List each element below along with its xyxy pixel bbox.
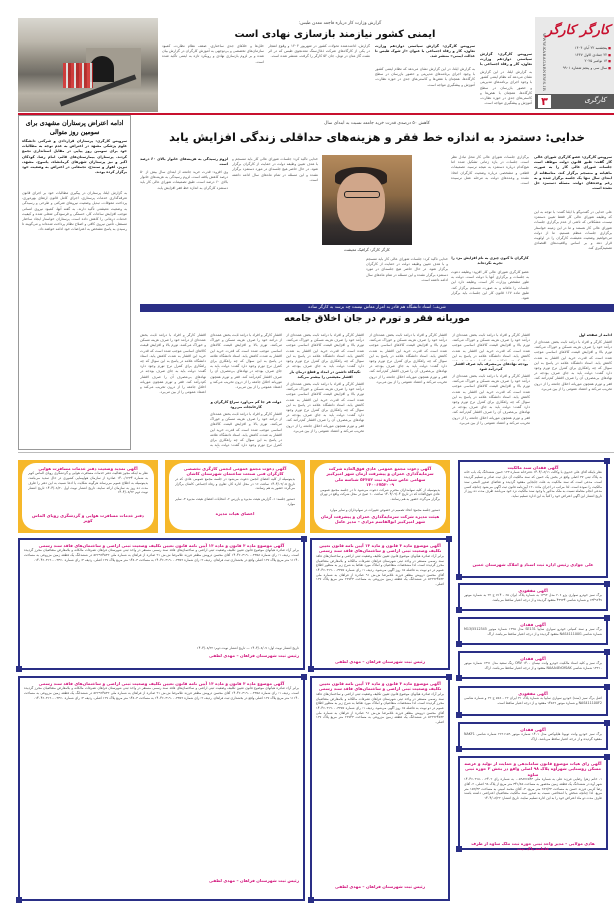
ad-travel-agency [18,460,158,533]
ad-title: آگهی دعوت مجمع عمومی عادی فوق‌العاده شرکت سرمایه‌گذاری عمران و پیشرفت آرمان شهر امیرکبیر سهامی خاص شماره ثبت ۵۲۳۸۲ شناسه ملی ۱۴۰۰۶۷۵۳۰۰۹ [326,466,434,488]
ad-signature: اعضای هیات مدیره [215,510,255,516]
ad-body: برگ سبز خودرو سواری پژو ۲۰۶ مدل ۱۳۹۳ به شماره پلاک ایران ۶۵ - ۷۱۴ ج ۲۲ به شماره موتور ۱۳۴۹۶۴۷ و شماره شاسی ۴۳۹۳۴ مفقود گردیده و از درجه اعتبار ساقط می‌باشد. [464,593,602,603]
ad-agenda: دستور جلسه مجمع: اتخاذ تصمیم در خصوص تغییرات در سهام‌داران و سایر موارد [329,507,440,512]
ad-body: نظر باینکه آقای علی خدیوی با وکالت ۱۴۰۴/۰۸/۱۱ دفترخانه شماره ۱۲۳ خمین ششدانگ یک باب خانه به پلاک ثبتی ۳۷ اصلی واقع در بخش یک خمین که سند مالکیت آن ذیل ثبت صادر و تسلیم گردیده است، مدعی است که سند مالکیت به علت جابجایی مفقود گردیده و تقاضای صدور المثنی سند مالکیت را نموده است. لذا مراتب در اجرای ماده ۱۲۰ آیین‌نامه قانون ثبت آگهی می‌شود چنانچه کسی مدعی انجام معامله نسبت به ملک مذکور یا وجود سند مالکیت نزد خود می‌باشد ظرف مدت ده روز از تاریخ انتشار این آگهی اعتراض خود را کتباً به این اداره تسلیم نماید. [464,470,602,498]
ad-signature: رئیس ثبت شهرستان فراهان – مهدی لطفی [335,658,425,664]
second-story-headline: موریانه فقر و تورم در جان اخلاق جامعه [284,313,470,324]
ad-signature: رئیس ثبت شهرستان فراهان – مهدی لطفی [335,883,425,889]
second-story-banner: شریف: استاد دانشگاه هم قادر به امرار معاش نیست چه برسد به کارگر ساده [140,304,614,312]
sidebar-story-title: ادامه اعتراض پرستاران مشهدی برای سومین روز متوالی [25,120,124,136]
ad-signature: علی جوادی رئیس اداره ثبت اسناد و املاک شهرستان خمین [472,562,594,568]
ad-body: برگ سبز خودرو وانت تویوتا هایلوکس مدل ۱۴۰۱ شماره موتور ۲۶۹۱۱۵۹ شماره شاسی NAKF1 مفقود گردیده و از درجه اعتبار ساقط می‌باشد. اراک [464,732,602,742]
main-story-col-2: برگزاری جلسات شورای عالی کار محل تبادل نظر است. جلسات در بازه زمانی تشکیل شده اما هیچ‌کدام درباره دستمزد به نتیجه نرسید. تصمیمات قطعی و مشخصی درباره وضعیت کارگران اتخاذ نشده و وعده‌های دولت به مرحله عمل نرسیده است. [451,155,529,186]
main-story-col-5: خدایی تاکید کرد: جلسات شورای عالی کار باید منسجم و با هدف تعیین وظیفه دولت در حمایت از کارگران برگزار شود. در حال حاضر هیچ جلسه‌ای در مورد دستمزد برگزار نشده و این مسئله در تمام ماه‌های سال ادامه داشته است. [232,157,318,182]
second-story-col-3: اقشار کارگر و افراد با درآمد ثابت بخش عمده‌ای از درآمد خود را صرف هزینه مسکن و خوراک می‌کنند. تورم بالا و افزایش قیمت کالاهای اساسی موجب شده است که قدرت خرید این اقشار به شدت کاهش یابد. استاد دانشگاه علامه در پاسخ به این سوال که چه راهکاری برای کنترل نرخ تورم وجود دارد گفت: دولت باید به جای صرف بودجه در نهادهای بی‌مصرف آن را صرف اقشار کم‌درآمد کند. فقر و تورم همچون موریانه اخلاق جامعه را از درون تخریب می‌کند و اعتماد عمومی را از بین می‌برد. [369,333,447,384]
mine-accident-photo [18,18,158,112]
second-story-col-2b: اقشار کارگر و افراد با درآمد ثابت بخش عمده‌ای از درآمد خود را صرف هزینه مسکن و خوراک می‌کنند. تورم بالا و افزایش قیمت کالاهای اساسی موجب شده است که قدرت خرید این اقشار به شدت کاهش یابد. استاد دانشگاه علامه در پاسخ به این سوال که چه راهکاری برای کنترل نرخ تورم وجود دارد گفت: دولت باید به جای صرف بودجه در نهادهای بی‌مصرف آن را صرف اقشار کم‌درآمد کند. فقر و تورم همچون موریانه اخلاق جامعه را از درون تخریب می‌کند و اعتماد عمومی را از بین می‌برد. [452,374,530,425]
ad-land-registry-4 [18,676,305,901]
second-story-col-4b: اقشار کارگر و افراد با درآمد ثابت بخش عمده‌ای از درآمد خود را صرف هزینه مسکن و خوراک می‌کنند. تورم بالا و افزایش قیمت کالاهای اساسی موجب شده است که قدرت خرید این اقشار به شدت کاهش یابد. استاد دانشگاه علامه در پاسخ به این سوال که چه راهکاری برای کنترل نرخ تورم وجود دارد گفت: دولت باید به جای صرف بودجه در نهادهای بی‌مصرف آن را صرف اقشار کم‌درآمد کند. فقر و تورم همچون موریانه اخلاق جامعه را از درون تخریب می‌کند و اعتماد عمومی را از بین می‌برد. [286,382,364,433]
section-bar [535,94,614,109]
ad-rural-housing [458,756,608,850]
interviewee-portrait [322,155,412,255]
second-story-col-5a: اقشار کارگر و افراد با درآمد ثابت بخش عمده‌ای از درآمد خود را صرف هزینه مسکن و خوراک می‌کنند. تورم بالا و افزایش قیمت کالاهای اساسی موجب شده است که قدرت خرید این اقشار به شدت کاهش یابد. استاد دانشگاه علامه در پاسخ به این سوال که چه راهکاری برای کنترل نرخ تورم وجود دارد گفت: دولت باید به جای صرف بودجه در نهادهای بی‌مصرف آن را صرف اقشار کم‌درآمد کند. فقر و تورم همچون موریانه اخلاق جامعه را از درون تخریب می‌کند و اعتماد عمومی را از بین می‌برد. [210,333,282,390]
second-story-subhead-3: دولت هر جا کم می‌آورد سراغ کارگران و کارخانجات می‌رود [210,400,282,410]
ad-title: آگهی فقدان [520,727,546,732]
top-story-kicker: گزارش وزارت کار درباره فاجعه معدن طبس: [298,21,382,26]
ad-body: برابر آراء صادره هیأتهای موضوع قانون تعیین تکلیف وضعیت ثبتی اراضی و ساختمان‌های فاقد سند رسمی مستقر در واحد ثبتی شهرستان فراهان تصرفات مالکانه و بلامعارض متقاضیان محرز گردیده است. ردیف ۱: رای شماره ۱۴۰۴۶۰۳۱۹۰۰۰۳۳۵۸ آقای محسن درویش مظفر فرزند غلامرضا ش.ش ۹۱ صادره از فراهان به شماره ملی ۵۲۲۹۲۴۵۳۲ در ششدانگ یک قطعه زمین مزروعی به مساحت ۱۱۱۴۰ متر مربع پلاک ۱۲۷ اصلی واقع در بخشداری ثبت فراهان. ردیف ۲: رای شماره ۱۴۰۴۶۰۳۱۹۰۰۰۳۳۵۹ به مساحت ۱۴۸۰۳ متر مربع پلاک ۱۲۷ اصلی. ردیف ۳: رای شماره ۱۴۰۴۶۰۳۱۹۰۰۰۳۳۶۰. [24,548,299,562]
ad-lost-deed [458,460,608,578]
ad-signature: هیئت مدیره شرکت سرمایه‌گذاری عمران و پیشرفت آرمان شهر امیرکبیر ابوالقاسم مرادی – مدیر عامل [320,513,440,525]
main-story-col-4: خدایی تاکید کرد: جلسات شورای عالی کار باید منسجم و با هدف تعیین وظیفه دولت در حمایت از کارگران برگزار شود. در حال حاضر هیچ جلسه‌ای در مورد دستمزد برگزار نشده و این مسئله در تمام ماه‌های سال ادامه داشته است. [366,257,448,282]
ad-union-meeting [165,460,305,533]
ad-body: اصل برگ سبز (سند) خودرو سواری سایپا به شماره پلاک ۳۱ ایران ۲۲ - ۵۷۸ ج ۲۲ و شماره شاسی NAS411100F2 و شماره موتور ۱۴۵۶۹ مفقود و از درجه اعتبار ساقط است. [464,696,602,706]
main-story-col-1: علی خدایی در گفت‌وگو با ایلنا گفت: با توجه به این که وظیفه شورای عالی کار فقط تعیین دستمزد نیست، مشکلاتی که ناشی از عدم برگزاری جلسات شورای عالی کار هستند و ما در این زمینه خواستار برگزاری جلسات منظم هستیم. ما از دولت می‌خواهیم وضعیت معیشت کارگران را در اولویت قرار دهد و بر اساس واقعیت‌های اقتصادی تصمیم‌گیری کند. [534,210,612,251]
second-story-col-5b: اقشار کارگر و افراد با درآمد ثابت بخش عمده‌ای از درآمد خود را صرف هزینه مسکن و خوراک می‌کنند. تورم بالا و افزایش قیمت کالاهای اساسی موجب شده است که قدرت خرید این اقشار به شدت کاهش یابد. استاد دانشگاه علامه در پاسخ به این سوال که چه راهکاری برای کنترل نرخ تورم وجود دارد گفت: دولت باید به [210,412,282,448]
main-story-subhead-2: لزوم رسیدگی به هزینه‌های خانوار بالای ۶۰ درصد است [140,157,228,167]
section-name: کارگری [584,96,606,104]
second-story-subhead-2: تکیه‌گاه داشتن در امداد و قطع درمان بار اقشار معیشتی را بیشتر می‌کند [289,370,361,380]
main-story-lead: سرویس کارگری: عضو کارگری شورای عالی کار گفت: طبق قانون دولت موظف است جلسات شورای عالی کار را به صورت ماهیانه و منسجم برگزار کند. متاسفانه از ابتدای سال تنها یک جلسه برگزار شده و به رغم وعده‌های دولت، مسئله دستمزد حل نشده است. [534,155,612,191]
ad-land-registry-1 [310,538,450,670]
ad-body: بدینوسیله از کلیه سهامداران محترم شرکت دعوت می‌شود تا در جلسه مجمع عمومی عادی فوق‌العاده که در تاریخ ۱۴۰۴/۰۹/۰۴ ساعت ۱۰ صبح در محل شرکت واقع در تهران برگزار می‌گردد حضور به هم رسانند. [320,487,440,502]
photo-caption: کارگر کارگر: گرافیک معیشت [322,245,412,255]
ad-lost-notice-5 [458,722,608,750]
ad-lost-notice-1 [458,583,608,611]
date-gregorian: ■ ۱۳ نوامبر ۲۰۲۵ [553,58,611,65]
ad-signature: هادی مولایی – مدیر واحد ثبتی حوزه ثبت ملک ساوه از طرف فاطمه پاک نیت [471,841,595,852]
ad-land-registry-3 [310,676,450,901]
ad-lost-notice-2 [458,617,608,645]
ad-body: بدینوسیله از کلیه اعضای انجمن دعوت می‌شود در جلسه مجمع عمومی عادی که در تاریخ ۱۴۰۴/۰۹/۰۵ ساعت ۱۶ در محل اداره کار، تعاون و رفاه اجتماعی کاشان برگزار می‌گردد حضور به هم رسانند. [175,476,295,491]
top-story-col-2: به گزارش ایلنا، در این گزارش نشان می‌دهد که نظام ایمنی کشور با وجود اجرای برنامه‌های مدیریتی و حضور بازرسان در سطح کارگاه‌ها، همچنان با نقص‌ها و کاستی‌های جدی در حوزه نظارت، آموزش و پیشگیری مواجه است. [375,67,475,87]
second-story-col-4a: اقشار کارگر و افراد با درآمد ثابت بخش عمده‌ای از درآمد خود را صرف هزینه مسکن و خوراک می‌کنند. تورم بالا و افزایش قیمت کالاهای اساسی موجب شده است که قدرت خرید این اقشار به شدت کاهش یابد. استاد دانشگاه علامه در پاسخ به این سوال که چه راهکاری برای کنترل نرخ تورم وجود دارد گفت: دولت باید به جای صرف بودجه در [286,333,364,368]
continued-label: ادامه از صفحه اول [578,333,612,337]
ad-shareholder-meeting [310,460,450,533]
ad-title: آگهی فقدان [520,656,546,661]
ad-body: برگ سبز و کلیه اسناد مالکیت خودرو وانت نیسان ۱۴۰۰ ORV رنگ سفید مدل ۱۳۹۱ شماره موتور ۱۳۳۱۰ شماره شاسی NAAA4ErDfSAK مفقود و از درجه اعتبار ساقط می‌باشد. اراک [464,661,602,671]
main-story-col-3: عضو کارگری شورای عالی کار افزود: وظیفه دعوت به جلسات و برگزاری آنها با دولت است. دولت به طور مشخص وزارت کار است. وظیفه دارد این جلسات را ماهانه و به صورت منسجم برگزار کند. طبق ماده ۱۶۷ قانون کار این جلسات باید برگزار شود. [451,270,529,301]
top-story-headline: ایمنی کشور نیازمند بازسازی نهادی است [234,29,436,40]
date-persian: ■ پنجشنبه ۲۲ آبان ۱۴۰۴ [553,45,611,52]
ad-body: برابر آراء صادره هیأتهای موضوع قانون تعیین تکلیف وضعیت ثبتی اراضی و ساختمان‌های فاقد سند رسمی مستقر در واحد ثبتی شهرستان فراهان تصرفات مالکانه و بلامعارض متقاضیان محرز گردیده است. لذا مشخصات متقاضیان و املاک مورد تقاضا به شرح زیر به منظور اطلاع عموم در دو نوبت به فاصله ۱۵ روز آگهی می‌شود. ردیف ۱: رای شماره ۱۴۰۴۶۰۳۱۹۰۰۰۳۳۵۷ آقای محسن درویش مظفر فرزند غلامرضا ش.ش ۹۱ صادره از فراهان به شماره ملی ۵۲۲۹۲۴۵۳۲ در ششدانگ یک قطعه زمین مزروعی به مساحت ۲۶۷۴۳ متر مربع پلاک ۱۲۷ اصلی. [316,691,444,725]
main-story-kicker: کاهش ۵۰ درصدی قدرت خرید جامعه نسبت به ابتدای سال [324,121,430,126]
ad-agenda: دستور جلسه: ۱- گزارش هیئت مدیره و بازرس ۲- انتخابات اعضای هیئت مدیره ۳- سایر موارد [175,496,295,506]
ad-title: آگهی فقدان سند مالکیت [507,465,559,470]
ad-body: برابر آراء صادره هیأتهای موضوع قانون تعیین تکلیف وضعیت ثبتی اراضی و ساختمان‌های فاقد سند رسمی مستقر در واحد ثبتی شهرستان فراهان تصرفات مالکانه و بلامعارض متقاضیان محرز گردیده است. لذا مشخصات متقاضیان و املاک مورد تقاضا به شرح زیر به منظور اطلاع عموم در دو نوبت به فاصله ۱۵ روز آگهی می‌شود. ردیف ۱: رای شماره ۱۴۰۴۶۰۳۱۹۰۰۰۳۳۵۷ آقای محسن درویش مظفر فرزند غلامرضا ش.ش ۹۱ صادره از فراهان به شماره ملی ۵۲۲۹۲۴۵۳۲ در ششدانگ یک قطعه زمین مزروعی به مساحت ۲۶۷۴۳ متر مربع پلاک ۱۲۷ اصلی. [316,553,444,587]
masthead [535,17,614,109]
ad-body: برابر آراء صادره هیأتهای موضوع قانون تعیین تکلیف وضعیت ثبتی اراضی و ساختمان‌های فاقد سند رسمی مستقر در واحد ثبتی شهرستان فراهان تصرفات مالکانه و بلامعارض متقاضیان محرز گردیده است. ردیف ۱: رای شماره ۱۴۰۴۶۰۳۱۹۰۰۰۳۳۵۸ آقای محسن درویش مظفر فرزند غلامرضا ش.ش ۹۱ صادره از فراهان به شماره ملی ۵۲۲۹۲۴۵۳۲ در ششدانگ یک قطعه زمین مزروعی به مساحت ۱۱۱۴۰ متر مربع پلاک ۱۲۷ اصلی واقع در بخشداری ثبت فراهان. ردیف ۲: رای شماره ۱۴۰۴۶۰۳۱۹۰۰۰۳۳۵۹ به مساحت ۱۴۸۰۳ متر مربع پلاک ۱۲۷ اصلی. ردیف ۳: رای شماره ۱۴۰۴۶۰۳۱۹۰۰۰۳۳۶۰. [24,686,299,700]
ad-title: آگهی موضوع ماده ۳ قانون و ماده ۱۳ آیین نامه قانون تعیین تکلیف وضعیت ثبتی اراضی و ساختمان‌های فاقد سند رسمی [318,681,442,692]
date-hijri: ■ ۲۲ جمادی الاول ۱۴۴۷ [553,52,611,59]
ad-signature: دفتر خدمات مسافرت هوایی و گردشگری رویای الماس کویر [32,513,144,524]
ad-title: آگهی مفقودی [518,691,548,696]
newspaper-logo: کارگر کارگر [545,23,610,38]
ad-title: آگهی موضوع ماده ۳ قانون و ماده ۱۳ آیین نامه قانون تعیین تکلیف وضعیت ثبتی اراضی و ساختمان‌های فاقد سند رسمی [38,681,285,686]
ad-title: آگهی فقدان [520,622,546,627]
ad-body: ۱- خانم زهرا رضایی فرزند علی به شماره ملی ۰۰۵۹۸۷۶۵۴۳ به شماره رای ۱۴۰۴۶۰۳۱۸۰۰۰۲۴۰۲ شهر آوه در ششدانگ یک قطعه زمین محصور به مساحت ۳۴۱/۸۵ متر مربع از پلاک ۹۸ اصلی. ۲- آقای رضا کرمی فرزند حسن به مساحت ۲۸۹/۳۳ متر مربع. ۳- آقای محمد امینی به مساحت ۱۵۲/۳۳ متر مربع. لذا چنانچه شخص یا اشخاصی نسبت به صدور سند مالکیت متقاضیان اعتراضی داشته باشند ظرف مدت دو ماه اعتراض خود را به این اداره تسلیم نمایند. تاریخ انتشار: ۱۴۰۴/۰۸/۲۲ [464,777,602,801]
main-story-headline: خدایی: دستمزد به اندازه خط فقر و هزینه‌های حداقلی زندگی افزایش یابد [169,130,585,144]
page-number: ۳ [538,95,551,108]
second-story-col-1: اقشار کارگر و افراد با درآمد ثابت بخش عمده‌ای از درآمد خود را صرف هزینه مسکن و خوراک می‌کنند. تورم بالا و افزایش قیمت کالاهای اساسی موجب شده است که قدرت خرید این اقشار به شدت کاهش یابد. استاد دانشگاه علامه در پاسخ به این سوال که چه راهکاری برای کنترل نرخ تورم وجود دارد گفت: دولت باید به جای صرف بودجه در نهادهای بی‌مصرف آن را صرف اقشار کم‌درآمد کند. فقر و تورم همچون موریانه اخلاق جامعه را از درون تخریب می‌کند و اعتماد عمومی را از بین می‌برد. [534,340,612,391]
sidebar-story-body: به گزارش ایلنا، پرستاران در پیگیری مطالبات خود بر اجرای قانون تعرفه‌گذاری خدمات پرستاری، اجرای کامل قانون ارتقای بهره‌وری، پرداخت معوقات، تبدیل وضعیت نیروهای شرکتی و طرحی و رسیدگی به وضعیت معیشتی تأکید دارند. به گفته آنها، کمبود نیروی انسانی موجب افزایش ساعات کار، خستگی و فرسودگی شغلی شده و کیفیت خدمات درمانی را کاهش داده است. پرستاران خواستار ایجاد ساختار مستقل، تأمین نیروی کافی و اصلاح نظام پرداخت شده‌اند و می‌گویند تا رسیدن به پاسخ مشخص به اعتراضات خود ادامه خواهند داد. [22,191,127,232]
top-story-col-4: خلل‌ها و خلأهای جدی ساختاری، ضعف نظام نظارت، کمبود سازمان‌های تخصصی و بی‌توجهی به آموزش کارگران در گزارش بیان شده و بر لزوم بازسازی نهادی و رویکرد تازه به ایمنی تأکید شده است. [162,44,264,64]
website-url: WWW.KARAGARNEWS.IR [542,32,547,91]
top-story-col-1: به گزارش ایلنا، در این گزارش نشان می‌دهد که نظام ایمنی کشور با وجود اجرای برنامه‌های مدیریتی و حضور بازرسان در سطح کارگاه‌ها، همچنان با نقص‌ها و کاستی‌های جدی در حوزه نظارت، آموزش و پیشگیری مواجه است. [480,70,532,106]
ad-body: برگ سبز و سند کمپانی خودرو سواری سایپا SE131 مدل ۱۳۹۵ شماره موتور M13/5512345 شماره شاسی NAS411100G مفقود گردیده و از درجه اعتبار ساقط می‌باشد. اراک [464,627,602,637]
ad-title: آگهی موضوع ماده ۳ قانون و ماده ۱۳ آیین نامه قانون تعیین تکلیف وضعیت ثبتی اراضی و ساختمان‌های فاقد سند رسمی [318,543,442,554]
ad-title: آگهی موضوع ماده ۳ قانون و ماده ۱۳ آیین نامه قانون تعیین تکلیف وضعیت ثبتی اراضی و ساختمان‌های فاقد سند رسمی [38,543,285,548]
second-story-subhead-1: بودجه نهادهای بی‌مصرف باید صرف اقشار کم‌درآمد شود [453,362,529,372]
top-story-lead: سرویس کارگری: گزارش سیاستی دوازدهم وزارت تعاون، کار و رفاه اجتماعی با [480,52,532,66]
top-story-col-3: گزارش، ادامه‌دهنده تحولات کشور در شهریور ۱۴۰۳ و وقوع انفجار در یکی از کارگاه‌های شرکت ذغال‌سنگ معدنجوی طبس که در اثر نشت گاز متان در تونل، جان ۵۲ کارگر را گرفت، منتشر شده است. [268,44,370,59]
ad-lost-notice-4 [458,686,608,716]
issue-number: ■ سال سی و پنجم شماره ۹۹۰۱ [553,65,611,72]
issue-dates [553,45,611,71]
ad-signature: رئیس ثبت شهرستان فراهان – مهدی لطفی [209,878,299,884]
ad-title: آگهی تمدید وضعیت دفتر خدمات مسافرت هوایی [38,466,138,471]
second-story-col-6: اقشار کارگر و افراد با درآمد ثابت بخش عمده‌ای از درآمد خود را صرف هزینه مسکن و خوراک می‌کنند. تورم بالا و افزایش قیمت کالاهای اساسی موجب شده است که قدرت خرید این اقشار به شدت کاهش یابد. استاد دانشگاه علامه در پاسخ به این سوال که چه راهکاری برای کنترل نرخ تورم وجود دارد گفت: دولت باید به جای صرف بودجه در نهادهای بی‌مصرف آن را صرف اقشار کم‌درآمد کند. فقر و تورم همچون موریانه اخلاق جامعه را از درون تخریب می‌کند و اعتماد عمومی را از بین می‌برد. [140,333,206,395]
ad-title: آگهی مفقودی [518,588,548,593]
top-story-intro: سرویس کارگری: گزارش سیاستی دوازدهم وزارت تعاون، کار و رفاه اجتماعی با عنوان «از شوک طبس تا عدالت ایمنی» منتشر شد. [375,44,475,59]
ad-dates: تاریخ انتشار نوبت اول: ۱۴۰۴/۰۸/۰۷ — تاریخ انتشار نوبت دوم: ۱۴۰۴/۰۸/۲۲ [196,646,299,651]
main-story-subhead-1: کارگران تا کنون چیزی به نام افزایش مزد را تجربه نکرده‌اند [451,256,529,266]
sidebar-story [18,115,131,450]
ads-divider [18,452,614,453]
main-story-col-6: وی افزود: قدرت خرید جامعه از ابتدای سال بیش از ۵۰ درصد کاهش یافته است. لزوم رسیدگی به هزینه‌های خانوار بالای ۶۰ درصد است. طبق تصمیمات شورای عالی کار باید دستمزد کارگران به اندازه خط فقر افزایش یابد. [140,170,228,190]
ad-body: نظر به اینکه مجوز فعالیت دفتر خدمات مسافرت هوایی و گردشگری رویای الماس کویر به شماره ۱۴۰۰/۱۲۳۴ صادره از سازمان هواپیمایی کشوری در حال تمدید می‌باشد، بدینوسیله به اطلاع عموم می‌رساند هرگونه شکایت یا ادعا نسبت به این دفتر را ظرف مدت ده روز به سازمان ارائه نمایند. تاریخ انتشار نوبت اول ۱۴۰۴/۰۸/۲۰ تاریخ انتشار نوبت دوم ۱۴۰۴/۰۸/۲۲ [28,471,148,495]
ad-title: آگهی رای هیات موضوع قانون ساماندهی و حمایت از تولید و عرضه مسکن روستایی شهرآوه پلاک ۹۸ اصلی واقع در بخش ۳ حوزه ثبتی ساوه [464,761,602,777]
ad-lost-notice-3 [458,651,608,679]
second-story-col-2a: اقشار کارگر و افراد با درآمد ثابت بخش عمده‌ای از درآمد خود را صرف هزینه مسکن و خوراک می‌کنند. تورم بالا و افزایش قیمت کالاهای اساسی موجب شده است که قدرت خرید این اقشار به شدت کاهش یابد. استاد دانشگاه علامه در پاسخ به این [452,333,530,358]
ad-title: آگهی دعوت مجمع عمومی انجمن کارگری تخصصی کارگران فنی صنعت ساختمان شهرستان کاشان [183,466,287,477]
ad-land-registry-2 [18,538,305,670]
ad-signature: رئیس ثبت شهرستان فراهان – مهدی لطفی [209,653,299,659]
sidebar-story-lead: سرویس کارگری: پرستاران قراردادی و شرکتی دانشگاه علوم پزشکی مشهد در اعتراض به عدم توجه به مطالبات خود برای سومین روز پیاپی در مقابل استانداری تجمع کردند. پرستاران بیمارستان‌های قائم، امام رضا، کودکان اکبر و نیز پرستاران شهرهای کرمانشاه، یاسوج، مشهد، تبریز، اهواز و سنندج، تجمعاتی در اعتراض به وضعیت خود برگزار کرده بودند. [22,139,127,175]
